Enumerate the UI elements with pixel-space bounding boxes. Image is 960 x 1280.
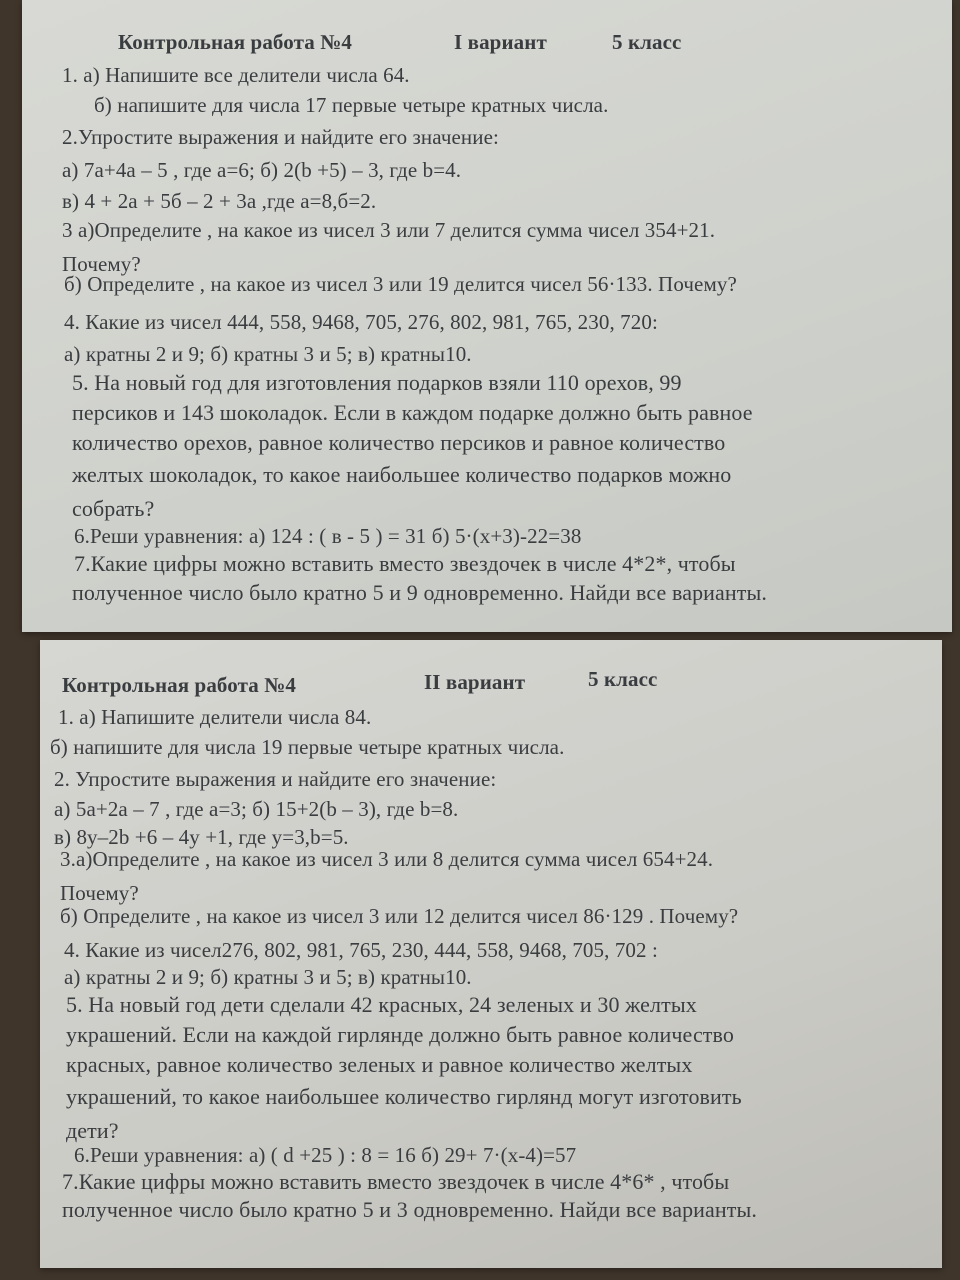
- text-line: а) кратны 2 и 9; б) кратны 3 и 5; в) кратны10.: [64, 342, 472, 366]
- text-line: 1. а) Напишите все делители числа 64.: [62, 63, 410, 87]
- text-line: 3 а)Определите , на какое из чисел 3 или 7 делится сумма чисел 354+21.: [62, 218, 716, 242]
- text-line: в) 8у–2b +6 – 4у +1, где у=3,b=5.: [54, 825, 349, 849]
- text-line: персиков и 143 шоколадок. Если в каждом подарке должно быть равное: [72, 400, 753, 425]
- header-variant: I вариант: [454, 30, 547, 54]
- text-line: 5. На новый год дети сделали 42 красных, 24 зеленых и 30 желтых: [66, 992, 697, 1017]
- text-line: 6.Реши уравнения: а) ( d +25 ) : 8 = 16 б) 29+ 7·(х-4)=57: [74, 1143, 577, 1167]
- text-line: а) 5а+2а – 7 , где а=3; б) 15+2(b – 3), где b=8.: [54, 797, 459, 821]
- text-line: собрать?: [72, 496, 155, 521]
- text-line: украшений. Если на каждой гирлянде должно быть равное количество: [66, 1022, 734, 1047]
- text-line: б) напишите для числа 19 первые четыре кратных числа.: [50, 735, 565, 759]
- header-grade: 5 класс: [612, 30, 682, 54]
- text-line: желтых шоколадок, то какое наибольшее количество подарков можно: [72, 462, 732, 487]
- text-line: б) Определите , на какое из чисел 3 или 12 делится чисел 86·129 . Почему?: [60, 904, 739, 928]
- text-line: а) кратны 2 и 9; б) кратны 3 и 5; в) кратны10.: [64, 965, 472, 989]
- text-line: 6.Реши уравнения: а) 124 : ( в - 5 ) = 31 б) 5·(х+3)-22=38: [74, 524, 582, 548]
- worksheet-variant-1: [22, 0, 952, 632]
- header-variant: II вариант: [424, 670, 526, 694]
- text-line: украшений, то какое наибольшее количество гирлянд могут изготовить: [66, 1084, 742, 1109]
- text-line: 2. Упростите выражения и найдите его значение:: [54, 767, 497, 791]
- text-line: Почему?: [62, 252, 141, 276]
- text-line: 7.Какие цифры можно вставить вместо звездочек в числе 4*2*, чтобы: [74, 551, 736, 576]
- text-line: 4. Какие из чисел 444, 558, 9468, 705, 276, 802, 981, 765, 230, 720:: [64, 310, 658, 334]
- text-line: 2.Упростите выражения и найдите его значение:: [62, 125, 499, 149]
- text-line: в) 4 + 2а + 5б – 2 + 3а ,где а=8,б=2.: [62, 189, 377, 213]
- text-line: 1. а) Напишите делители числа 84.: [58, 705, 372, 729]
- text-line: 3.а)Определите , на какое из чисел 3 или 8 делится сумма чисел 654+24.: [60, 847, 714, 871]
- text-line: красных, равное количество зеленых и равное количество желтых: [66, 1052, 693, 1077]
- header-grade: 5 класс: [588, 667, 658, 691]
- text-line: дети?: [66, 1118, 119, 1143]
- text-line: 5. На новый год для изготовления подарков взяли 110 орехов, 99: [72, 370, 682, 395]
- text-line: 7.Какие цифры можно вставить вместо звездочек в числе 4*6* , чтобы: [62, 1169, 730, 1194]
- header-title: Контрольная работа №4: [62, 673, 297, 697]
- text-line: а) 7а+4а – 5 , где а=6; б) 2(b +5) – 3, где b=4.: [62, 158, 462, 182]
- worksheet-variant-2: [40, 640, 942, 1268]
- text-line: 4. Какие из чисел276, 802, 981, 765, 230, 444, 558, 9468, 705, 702 :: [64, 938, 658, 962]
- text-line: Почему?: [60, 881, 139, 905]
- text-line: б) напишите для числа 17 первые четыре кратных числа.: [94, 93, 609, 117]
- header-title: Контрольная работа №4: [118, 30, 353, 54]
- text-line: количество орехов, равное количество персиков и равное количество: [72, 430, 726, 455]
- text-line: б) Определите , на какое из чисел 3 или 19 делится чисел 56·133. Почему?: [64, 272, 737, 296]
- text-line: полученное число было кратно 5 и 3 одновременно. Найди все варианты.: [62, 1197, 757, 1222]
- text-line: полученное число было кратно 5 и 9 одновременно. Найди все варианты.: [72, 580, 767, 605]
